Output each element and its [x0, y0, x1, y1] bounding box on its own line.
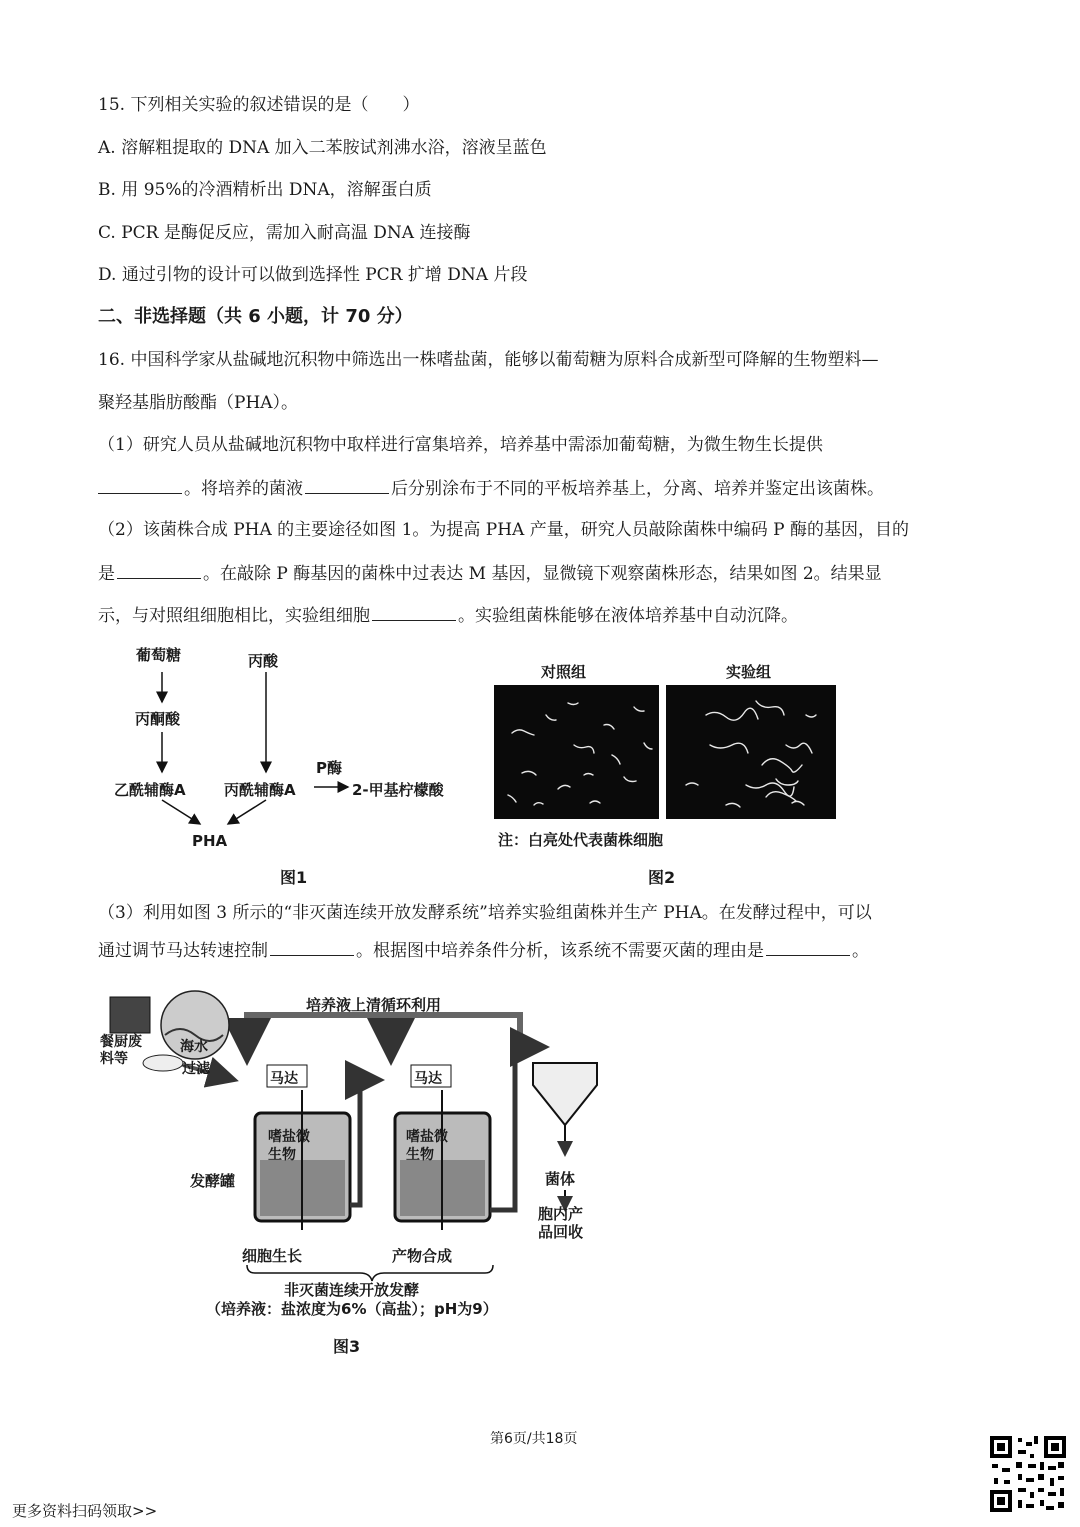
filter-label: 过滤 [182, 1061, 210, 1077]
q15-option-c: C. PCR 是酶促反应，需加入耐高温 DNA 连接酶 [98, 223, 471, 243]
q16-part2-line2: 是 。在敲除 P 酶基因的菌株中过表达 M 基因，显微镜下观察菌株形态，结果如图 2。结果显 [98, 564, 882, 584]
q16-stem-line2: 聚羟基脂肪酸酯（PHA）。 [98, 393, 299, 413]
figure1-pathway [100, 640, 480, 890]
control-group-label: 对照组 [541, 663, 587, 681]
q15-option-a: A. 溶解粗提取的 DNA 加入二苯胺试剂沸水浴，溶液呈蓝色 [98, 138, 547, 158]
microbe-label-1: 嗜盐微生物 [268, 1129, 310, 1163]
filter-icon [143, 1055, 183, 1071]
figure3-caption: 图3 [333, 1337, 361, 1356]
bacteria-label: 菌体 [545, 1170, 576, 1188]
q16-part2-line3: 示，与对照组细胞相比，实验组细胞 。实验组菌株能够在液体培养基中自动沉降。 [98, 606, 798, 626]
figure2-caption: 图2 [648, 868, 676, 887]
emphasis-char: 不 [611, 941, 628, 961]
answer-blank [270, 939, 354, 956]
experiment-group-label: 实验组 [726, 663, 772, 681]
section-heading: 二、非选择题（共 6 小题，计 70 分） [98, 306, 413, 327]
separator-funnel [533, 1063, 597, 1125]
transfer-pipe [350, 1080, 380, 1205]
waste-bin-icon [110, 997, 150, 1033]
q15-option-d: D. 通过引物的设计可以做到选择性 PCR 扩增 DNA 片段 [98, 265, 528, 285]
glucose-label: 葡萄糖 [136, 646, 182, 664]
waste-label: 餐厨废料等 [100, 1034, 142, 1067]
motor-label-1: 马达 [270, 1071, 298, 1087]
qr-code-icon[interactable] [988, 1434, 1068, 1514]
microbe-label-2: 嗜盐微生物 [406, 1129, 448, 1163]
q15-stem: 15. 下列相关实验的叙述错误的是（ ） [98, 95, 420, 115]
recycle-pipe [247, 1015, 520, 1060]
q16-part2-line1: （2）该菌株合成 PHA 的主要途径如图 1。为提高 PHA 产量，研究人员敲除菌株中编码 P 酶的基因，目的 [98, 520, 909, 540]
methylcitrate-label: 2-甲基柠檬酸 [352, 781, 444, 799]
cell-growth-label: 细胞生长 [242, 1247, 303, 1265]
figure2-note: 注：白亮处代表菌株细胞 [498, 831, 664, 849]
q16-stem-line1: 16. 中国科学家从盐碱地沉积物中筛选出一株嗜盐菌，能够以葡萄糖为原料合成新型可降解的生物塑料— [98, 350, 879, 370]
q16-part1-line2: 。将培养的菌液 后分别涂布于不同的平板培养基上，分离、培养并鉴定出该菌株。 [98, 477, 884, 500]
answer-blank [117, 562, 201, 579]
recovery-label: 胞内产品回收 [538, 1205, 584, 1241]
figure3-fermentation-system [95, 985, 625, 1325]
answer-blank [372, 604, 456, 621]
product-synthesis-label: 产物合成 [392, 1247, 453, 1265]
pha-label: PHA [192, 832, 228, 850]
p-enzyme-label: P酶 [316, 759, 342, 777]
q16-part3-line1: （3）利用如图 3 所示的“非灭菌连续开放发酵系统”培养实验组菌株并生产 PHA。在发酵过程中，可以 [98, 903, 872, 923]
page-number: 第6页/共18页 [490, 1431, 578, 1447]
q16-part3-line2: 通过调节马达转速控制 。根据图中培养条件分析，该系统不需要灭菌的理由是 。 [98, 941, 869, 961]
motor-label-2: 马达 [414, 1071, 442, 1087]
propionate-label: 丙酸 [248, 652, 279, 670]
system-label: 非灭菌连续开放发酵 [284, 1281, 420, 1299]
condition-label: （培养液：盐浓度为6%（高盐）；pH为9） [206, 1300, 498, 1318]
more-resources-link[interactable]: 更多资料扫码领取>> [12, 1502, 158, 1520]
answer-blank [98, 477, 182, 494]
answer-blank [766, 939, 850, 956]
acetyl-coa-label: 乙酰辅酶A [114, 781, 186, 799]
figure1-caption: 图1 [280, 868, 308, 887]
answer-blank [305, 477, 389, 494]
arrow [162, 800, 200, 824]
experiment-micrograph [666, 685, 836, 819]
q16-part1-line1: （1）研究人员从盐碱地沉积物中取样进行富集培养，培养基中需添加葡萄糖，为微生物生长提供 [98, 435, 823, 455]
control-micrograph [494, 685, 659, 819]
q15-option-b: B. 用 95%的冷酒精析出 DNA，溶解蛋白质 [98, 180, 432, 200]
arrow [228, 800, 266, 824]
fermenter-label: 发酵罐 [190, 1172, 236, 1190]
sea-label: 海水 [180, 1039, 208, 1055]
propionyl-coa-label: 丙酰辅酶A [224, 781, 296, 799]
pyruvate-label: 丙酮酸 [135, 710, 181, 728]
recycle-label: 培养液上清循环利用 [306, 996, 442, 1014]
